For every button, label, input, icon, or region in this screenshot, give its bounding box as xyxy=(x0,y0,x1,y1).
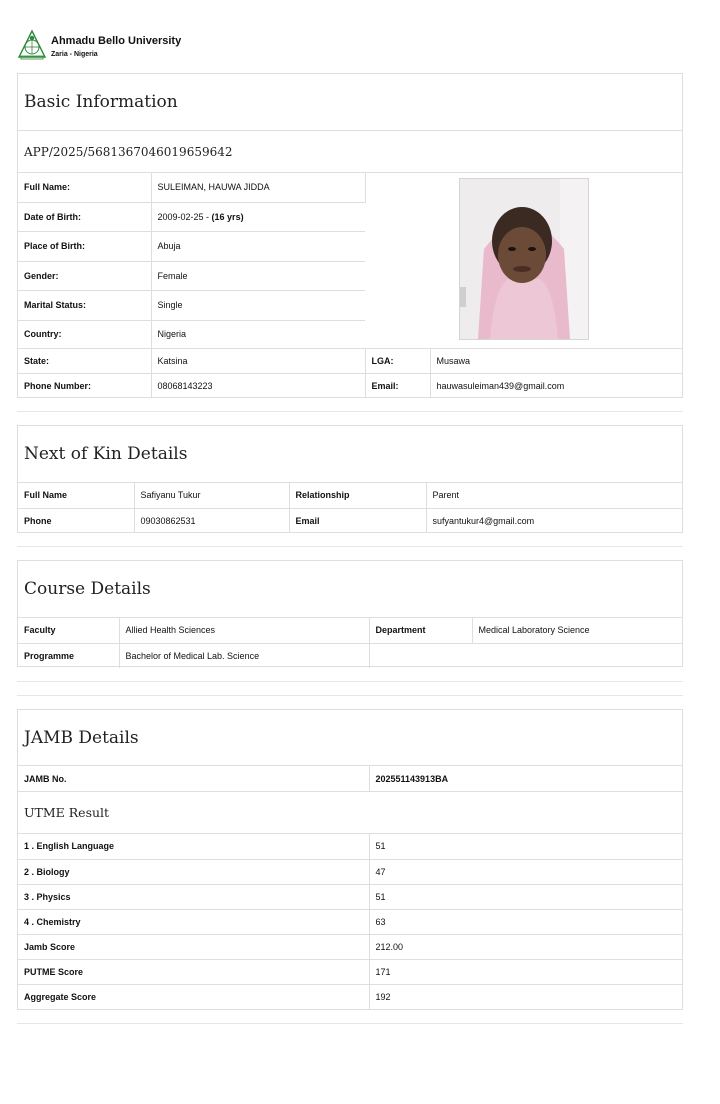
state-value: Katsina xyxy=(151,348,365,373)
basic-info-title: Basic Information xyxy=(18,74,682,131)
application-number: APP/2025/5681367046019659642 xyxy=(18,131,682,173)
aggregate-score-label: Aggregate Score xyxy=(18,984,369,1009)
kin-relationship-label: Relationship xyxy=(289,483,426,508)
result-label: 3 . Physics xyxy=(18,884,369,909)
course-title: Course Details xyxy=(18,561,682,618)
next-of-kin-section xyxy=(17,425,683,533)
jamb-no-label: JAMB No. xyxy=(18,766,369,791)
lga-value: Musawa xyxy=(430,348,682,373)
table-row xyxy=(18,373,682,398)
dob-age: (16 yrs) xyxy=(211,211,244,222)
faculty-label: Faculty xyxy=(18,618,119,643)
jamb-score-label: Jamb Score xyxy=(18,934,369,959)
gender-value: Female xyxy=(151,261,365,290)
result-label: 1 . English Language xyxy=(18,834,369,859)
university-name: Ahmadu Bello University xyxy=(51,35,182,47)
table-row xyxy=(18,483,682,508)
place-of-birth-value: Abuja xyxy=(151,231,365,261)
divider xyxy=(17,411,683,412)
result-value: 47 xyxy=(369,859,682,884)
jamb-title: JAMB Details xyxy=(18,710,682,766)
course-section xyxy=(17,560,683,667)
place-of-birth-label: Place of Birth: xyxy=(18,231,151,261)
department-value: Medical Laboratory Science xyxy=(472,618,682,643)
jamb-number-table xyxy=(18,766,682,791)
table-row xyxy=(18,618,682,643)
table-row xyxy=(18,834,682,859)
next-of-kin-table xyxy=(18,483,682,533)
divider xyxy=(17,546,683,547)
table-row xyxy=(18,909,682,934)
kin-phone-value: 09030862531 xyxy=(134,508,289,533)
jamb-no-value: 202551143913BA xyxy=(375,773,449,784)
university-logo-icon xyxy=(17,29,47,60)
table-row xyxy=(18,934,682,959)
utme-result-title: UTME Result xyxy=(18,791,682,834)
putme-score-value: 171 xyxy=(369,959,682,984)
kin-email-label: Email xyxy=(289,508,426,533)
course-table xyxy=(18,618,682,668)
phone-value: 08068143223 xyxy=(151,373,365,398)
university-location: Zaria - Nigeria xyxy=(51,51,98,58)
jamb-score-value: 212.00 xyxy=(369,934,682,959)
applicant-photo xyxy=(459,178,589,340)
marital-status-label: Marital Status: xyxy=(18,290,151,320)
aggregate-score-value: 192 xyxy=(375,991,391,1002)
basic-info-section xyxy=(17,73,683,398)
basic-info-table xyxy=(18,173,682,398)
divider xyxy=(17,681,683,682)
table-row xyxy=(18,859,682,884)
table-row xyxy=(18,884,682,909)
table-row xyxy=(18,766,682,791)
department-label: Department xyxy=(369,618,472,643)
table-row xyxy=(18,984,682,1009)
applicant-photo-image xyxy=(460,179,588,339)
full-name-label: Full Name: xyxy=(18,173,151,202)
result-value: 51 xyxy=(369,884,682,909)
phone-label: Phone Number: xyxy=(18,373,151,398)
table-row xyxy=(18,173,682,202)
faculty-value: Allied Health Sciences xyxy=(119,618,369,643)
programme-value: Bachelor of Medical Lab. Science xyxy=(119,643,369,668)
result-value: 63 xyxy=(369,909,682,934)
country-value: Nigeria xyxy=(151,320,365,348)
lga-label: LGA: xyxy=(365,348,430,373)
dob-value xyxy=(151,202,365,231)
utme-results-table xyxy=(18,834,682,1009)
full-name-value: SULEIMAN, HAUWA JIDDA xyxy=(151,173,365,202)
result-label: 2 . Biology xyxy=(18,859,369,884)
kin-email-value: sufyantukur4@gmail.com xyxy=(432,515,535,526)
divider xyxy=(17,1023,683,1024)
gender-label: Gender: xyxy=(18,261,151,290)
result-value: 51 xyxy=(369,834,682,859)
jamb-section xyxy=(17,709,683,1010)
putme-score-label: PUTME Score xyxy=(18,959,369,984)
next-of-kin-title: Next of Kin Details xyxy=(18,426,682,483)
programme-label: Programme xyxy=(18,643,119,668)
kin-relationship-value: Parent xyxy=(426,483,682,508)
divider xyxy=(17,695,683,696)
empty-cell xyxy=(369,643,682,668)
email-label: Email: xyxy=(365,373,430,398)
country-label: Country: xyxy=(18,320,151,348)
dob-label: Date of Birth: xyxy=(18,202,151,231)
kin-full-name-value: Safiyanu Tukur xyxy=(134,483,289,508)
email-value: hauwasuleiman439@gmail.com xyxy=(436,380,565,391)
state-label: State: xyxy=(18,348,151,373)
result-label: 4 . Chemistry xyxy=(18,909,369,934)
table-row xyxy=(18,508,682,533)
kin-full-name-label: Full Name xyxy=(18,483,134,508)
table-row xyxy=(18,643,682,668)
dob-date: 2009-02-25 - xyxy=(157,211,212,222)
kin-phone-label: Phone xyxy=(18,508,134,533)
marital-status-value: Single xyxy=(151,290,365,320)
photo-cell xyxy=(365,173,682,348)
table-row xyxy=(18,348,682,373)
table-row xyxy=(18,959,682,984)
